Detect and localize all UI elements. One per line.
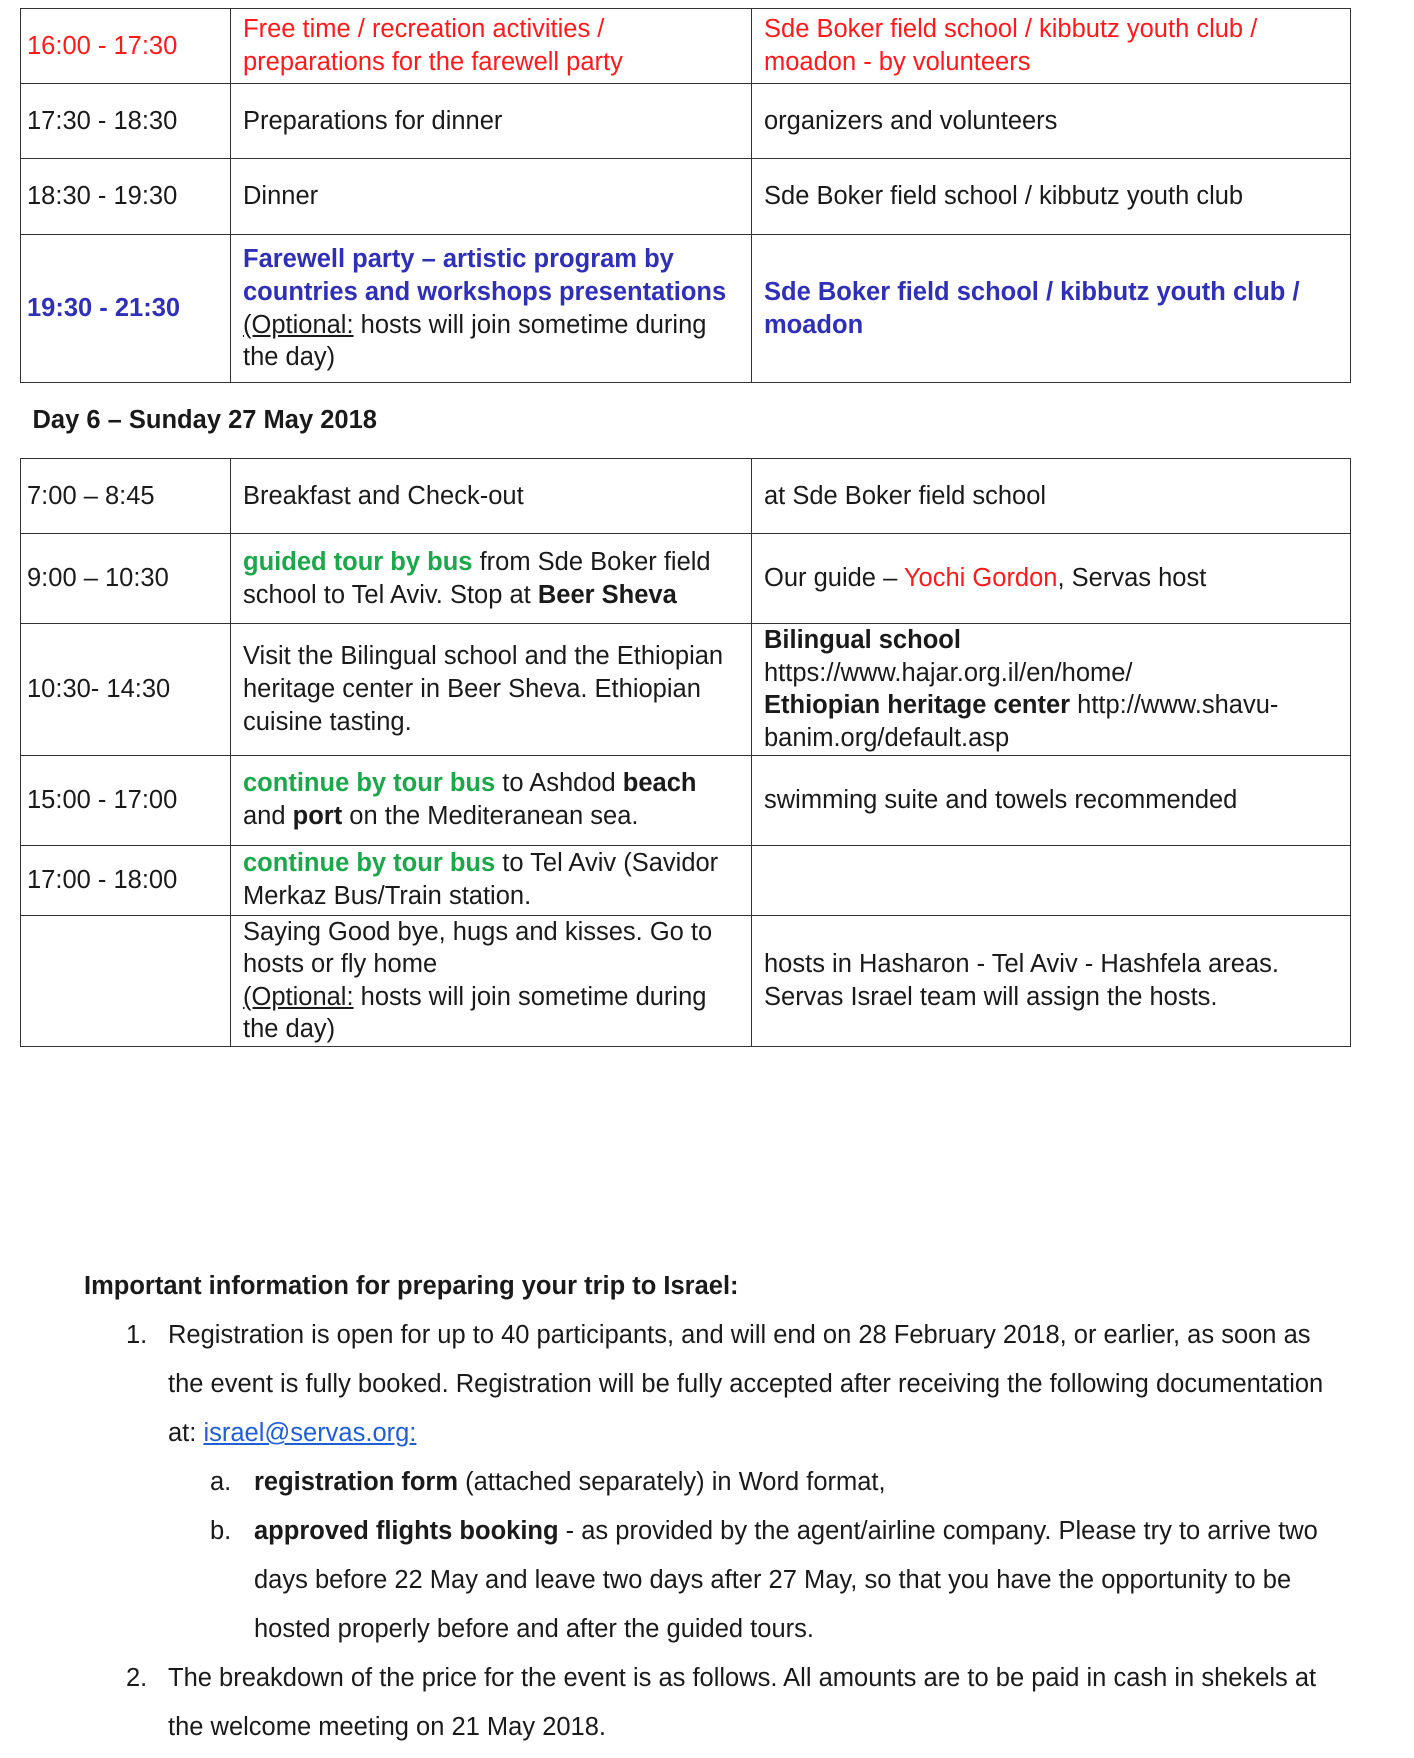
list-marker: 1. <box>126 1321 148 1349</box>
important-info-section <box>84 1262 1334 1752</box>
section-title: Important information for preparing your trip to Israel: <box>84 1272 739 1300</box>
optional-label: (Optional: <box>243 982 354 1011</box>
time-cell: 10:30- 14:30 <box>21 624 231 756</box>
table-row <box>21 534 1351 624</box>
optional-label: (Optional: <box>243 310 354 339</box>
activity-text: and <box>243 802 293 830</box>
time-cell <box>21 915 231 1047</box>
guide-suffix: , Servas host <box>1057 564 1207 593</box>
table-row <box>21 915 1351 1047</box>
list-item <box>84 1311 1334 1458</box>
time-cell: 18:30 - 19:30 <box>21 159 231 235</box>
list-text: The breakdown of the price for the event is as follows. All amounts are to be paid in cash in shekels at the welcome meeting on 21 May 2018. <box>168 1664 1317 1741</box>
activity-cell: Breakfast and Check-out <box>231 459 752 534</box>
location-cell <box>752 845 1351 915</box>
location-cell: Sde Boker field school / kibbutz youth club / moadon <box>752 235 1351 383</box>
location-url: https://www.hajar.org.il/en/home/ <box>764 658 1133 687</box>
location-label: Bilingual school <box>764 626 961 654</box>
location-url: http://www.shavu-banim.org/default.asp <box>764 691 1279 752</box>
activity-cell: Dinner <box>231 159 752 235</box>
list-text: - as provided by the agent/airline company. Please try to arrive two days before 22 May and leave two days after 27 May, so that you have the opportunity to be hosted properly before and after the guided tours. <box>254 1517 1318 1643</box>
activity-text: to Ashdod <box>495 769 623 798</box>
activity-cell <box>231 534 752 624</box>
list-item <box>84 1654 1334 1752</box>
activity-cell <box>231 915 752 1047</box>
list-marker: b. <box>210 1517 232 1545</box>
time-cell: 17:00 - 18:00 <box>21 845 231 915</box>
activity-cell: Free time / recreation activities / preparations for the farewell party <box>231 9 752 84</box>
time-cell: 9:00 – 10:30 <box>21 534 231 624</box>
optional-note: hosts will join sometime during the day) <box>243 310 707 372</box>
table-row <box>21 159 1351 235</box>
tour-highlight: continue by tour bus <box>243 769 496 798</box>
location-cell: hosts in Hasharon - Tel Aviv - Hashfela areas. Servas Israel team will assign the hosts. <box>752 915 1351 1047</box>
time-cell: 7:00 – 8:45 <box>21 459 231 534</box>
email-link[interactable]: israel@servas.org: <box>203 1419 417 1447</box>
list-marker: a. <box>210 1468 232 1496</box>
location-cell: swimming suite and towels recommended <box>752 755 1351 845</box>
activity-cell: Visit the Bilingual school and the Ethiopian heritage center in Beer Sheva. Ethiopian cuisine tasting. <box>231 624 752 756</box>
activity-text: to Tel Aviv (Savidor Merkaz Bus/Train station. <box>243 849 719 910</box>
table-row <box>21 624 1351 756</box>
activity-highlight: Farewell party – artistic program by countries and workshops presentations <box>243 245 727 306</box>
time-cell: 17:30 - 18:30 <box>21 84 231 159</box>
list-marker: 2. <box>126 1664 148 1692</box>
location-cell: Sde Boker field school / kibbutz youth club <box>752 159 1351 235</box>
location-cell: organizers and volunteers <box>752 84 1351 159</box>
table-row <box>21 845 1351 915</box>
activity-bold: beach <box>622 769 697 798</box>
activity-bold: Beer Sheva <box>537 580 677 609</box>
activity-text: Saying Good bye, hugs and kisses. Go to hosts or fly home <box>243 917 713 979</box>
guide-name: Yochi Gordon <box>903 564 1058 593</box>
optional-note: hosts will join sometime during the day) <box>243 982 707 1044</box>
activity-cell <box>231 235 752 383</box>
activity-bold: port <box>292 802 343 830</box>
table-row <box>21 235 1351 383</box>
activity-cell <box>231 755 752 845</box>
activity-text: on the Mediteranean sea. <box>342 802 639 830</box>
tour-highlight: guided tour by bus <box>243 547 473 576</box>
sub-list-item <box>84 1507 1334 1654</box>
day-heading: Day 6 – Sunday 27 May 2018 <box>21 383 1351 459</box>
day-heading-row <box>21 383 1351 459</box>
location-label: Ethiopian heritage center <box>764 691 1071 720</box>
schedule-table <box>20 8 1351 1047</box>
time-cell: 16:00 - 17:30 <box>21 9 231 84</box>
list-bold: registration form <box>254 1468 459 1496</box>
tour-highlight: continue by tour bus <box>243 849 496 878</box>
time-cell: 15:00 - 17:00 <box>21 755 231 845</box>
table-row <box>21 755 1351 845</box>
location-cell <box>752 534 1351 624</box>
table-row <box>21 9 1351 84</box>
list-text: Registration is open for up to 40 participants, and will end on 28 February 2018, or earlier, as soon as the event is fully booked. Registration will be fully accepted after receiving the following documentation at: <box>168 1321 1324 1447</box>
list-text: (attached separately) in Word format, <box>458 1468 886 1496</box>
guide-prefix: Our guide – <box>764 564 904 593</box>
location-cell: at Sde Boker field school <box>752 459 1351 534</box>
activity-cell: Preparations for dinner <box>231 84 752 159</box>
list-bold: approved flights booking <box>254 1517 559 1545</box>
table-row <box>21 459 1351 534</box>
activity-text: from Sde Boker field school to Tel Aviv. Stop at <box>243 547 711 609</box>
sub-list-item <box>84 1458 1334 1507</box>
table-row <box>21 84 1351 159</box>
location-cell <box>752 624 1351 756</box>
activity-cell <box>231 845 752 915</box>
time-cell: 19:30 - 21:30 <box>21 235 231 383</box>
location-cell: Sde Boker field school / kibbutz youth club / moadon - by volunteers <box>752 9 1351 84</box>
